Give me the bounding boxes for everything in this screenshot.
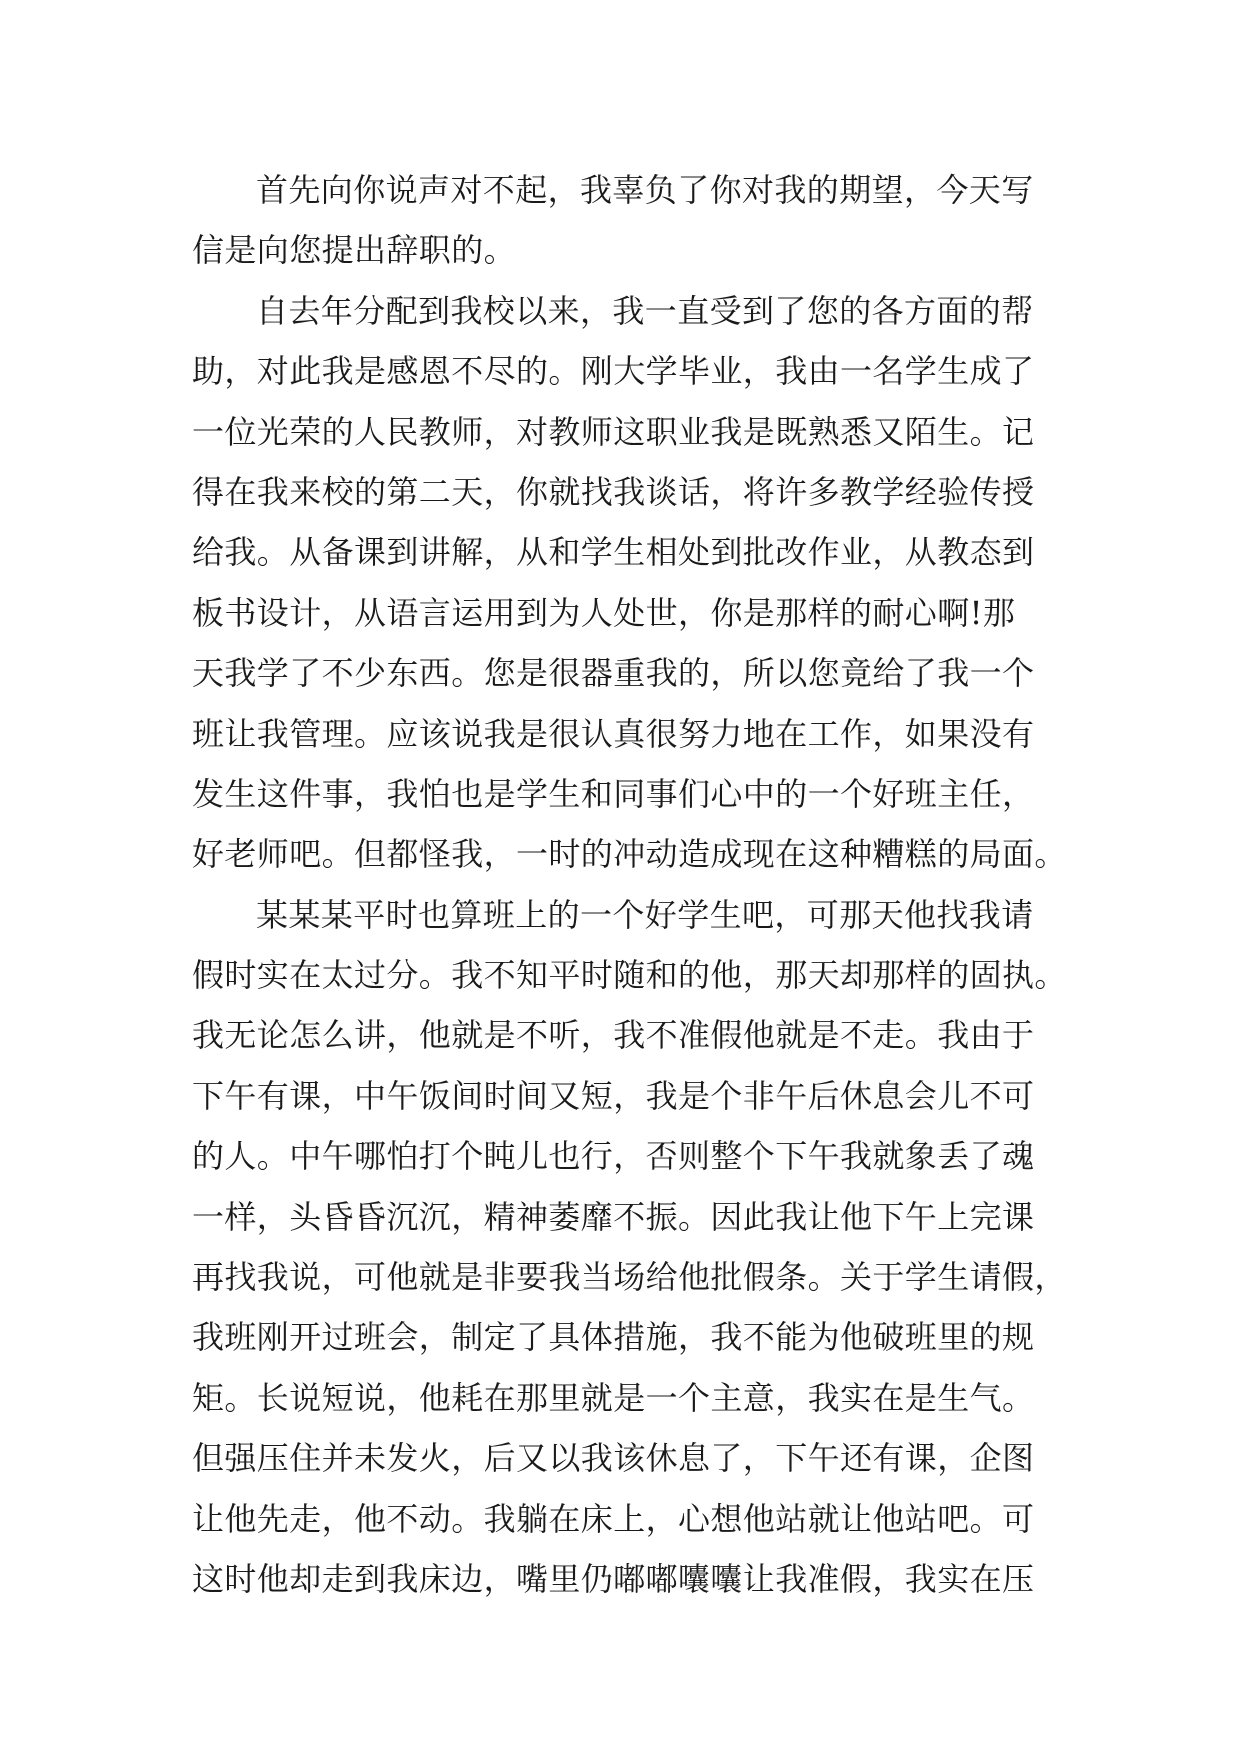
paragraph-3-line-2: 假时实在太过分。我不知平时随和的他，那天却那样的固执。	[192, 956, 1067, 995]
paragraph-1-line-2: 信是向您提出辞职的。	[192, 231, 517, 270]
paragraph-3-line-6: 一样，头昏昏沉沉，精神萎靡不振。因此我让他下午上完课	[192, 1197, 1035, 1236]
paragraph-2-line-2: 助，对此我是感恩不尽的。刚大学毕业，我由一名学生成了	[192, 352, 1035, 391]
paragraph-3-line-10: 但强压住并未发火，后又以我该休息了，下午还有课，企图	[192, 1439, 1035, 1478]
paragraph-3-line-1: 某某某平时也算班上的一个好学生吧，可那天他找我请	[256, 895, 1034, 934]
paragraph-3-line-12: 这时他却走到我床边，嘴里仍嘟嘟囔囔让我准假，我实在压	[192, 1559, 1035, 1598]
paragraph-2-line-3: 一位光荣的人民教师，对教师这职业我是既熟悉又陌生。记	[192, 412, 1035, 451]
paragraph-3-line-5: 的人。中午哪怕打个盹儿也行，否则整个下午我就象丢了魂	[192, 1137, 1035, 1176]
paragraph-2-line-10: 好老师吧。但都怪我，一时的冲动造成现在这种糟糕的局面。	[192, 835, 1067, 874]
paragraph-2-line-7: 天我学了不少东西。您是很器重我的，所以您竟给了我一个	[192, 654, 1035, 693]
letter-body	[192, 160, 1067, 1609]
paragraph-3-line-8: 我班刚开过班会，制定了具体措施，我不能为他破班里的规	[192, 1318, 1035, 1357]
paragraph-2-line-4: 得在我来校的第二天，你就找我谈话，将许多教学经验传授	[192, 472, 1035, 511]
paragraph-1-line-1: 首先向你说声对不起，我辜负了你对我的期望，今天写	[256, 171, 1034, 209]
paragraph-2-line-6: 板书设计，从语言运用到为人处世，你是那样的耐心啊!那	[192, 593, 1016, 632]
paragraph-2-line-8: 班让我管理。应该说我是很认真很努力地在工作，如果没有	[192, 714, 1035, 753]
paragraph-3-line-9: 矩。长说短说，他耗在那里就是一个主意，我实在是生气。	[192, 1378, 1035, 1417]
paragraph-3-line-4: 下午有课，中午饭间时间又短，我是个非午后休息会儿不可	[192, 1076, 1035, 1115]
paragraph-2-line-5: 给我。从备课到讲解，从和学生相处到批改作业，从教态到	[192, 533, 1035, 572]
paragraph-2-line-1: 自去年分配到我校以来，我一直受到了您的各方面的帮	[256, 291, 1034, 330]
paragraph-3-line-7: 再找我说，可他就是非要我当场给他批假条。关于学生请假，	[192, 1258, 1067, 1297]
paragraph-3-line-11: 让他先走，他不动。我躺在床上，心想他站就让他站吧。可	[192, 1499, 1035, 1538]
paragraph-2-line-9: 发生这件事，我怕也是学生和同事们心中的一个好班主任，	[192, 774, 1035, 813]
paragraph-3-line-3: 我无论怎么讲，他就是不听，我不准假他就是不走。我由于	[192, 1016, 1035, 1055]
